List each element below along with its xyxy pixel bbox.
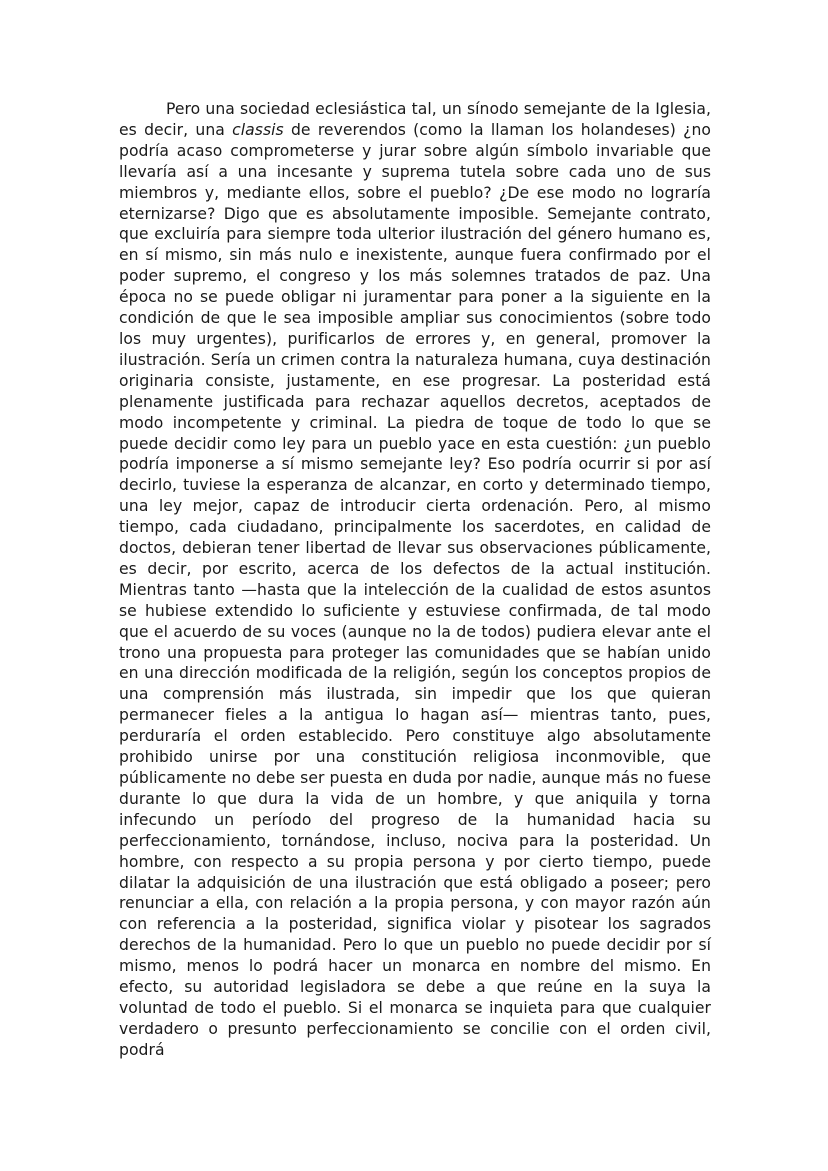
italic-term-classis: classis xyxy=(232,120,284,139)
body-paragraph xyxy=(119,99,711,1061)
paragraph-text-continued: de reverendos (como la llaman los holandeses) ¿no podría acaso comprometerse y jurar sobre algún símbolo invariable que llevaría así a una incesante y suprema tutela sobre cada uno de sus miembros y, mediante ellos, sobre el pueblo? ¿De ese modo no lograría eternizarse? Digo que es absolutamente imposible. Semejante contrato, que excluiría para siempre toda ulterior ilustración del género humano es, en sí mismo, sin más nulo e inexistente, aunque fuera confirmado por el poder supremo, el congreso y los más solemnes tratados de paz. Una época no se puede obligar ni juramentar para poner a la siguiente en la condición de que le sea imposible ampliar sus conocimientos (sobre todo los muy urgentes), purificarlos de errores y, en general, promover la ilustración. Sería un crimen contra la naturaleza humana, cuya destinación originaria consiste, justamente, en ese progresar. La posteridad está plenamente justificada para rechazar aquellos decretos, aceptados de modo incompetente y criminal. La piedra de toque de todo lo que se puede decidir como ley para un pueblo yace en esta cuestión: ¿un pueblo podría imponerse a sí mismo semejante ley? Eso podría ocurrir si por así decirlo, tuviese la esperanza de alcanzar, en corto y determinado tiempo, una ley mejor, capaz de introducir cierta ordenación. Pero, al mismo tiempo, cada ciudadano, principalmente los sacerdotes, en calidad de doctos, debieran tener libertad de llevar sus observaciones públicamente, es decir, por escrito, acerca de los defectos de la actual institución. Mientras tanto —hasta que la intelección de la cualidad de estos asuntos se hubiese extendido lo suficiente y estuviese confirmada, de tal modo que el acuerdo de su voces (aunque no la de todos) pudiera elevar ante el trono una propuesta para proteger las comunidades que se habían unido en una dirección modificada de la religión, según los conceptos propios de una comprensión más ilustrada, sin impedir que los que quieran permanecer fieles a la antigua lo hagan así— mientras tanto, pues, perduraría el orden establecido. Pero constituye algo absolutamente prohibido unirse por una constitución religiosa inconmovible, que públicamente no debe ser puesta en duda por nadie, aunque más no fuese durante lo que dura la vida de un hombre, y que aniquila y torna infecundo un período del progreso de la humanidad hacia su perfeccionamiento, tornándose, incluso, nociva para la posteridad. Un hombre, con respecto a su propia persona y por cierto tiempo, puede dilatar la adquisición de una ilustración que está obligado a poseer; pero renunciar a ella, con relación a la propia persona, y con mayor razón aún con referencia a la posteridad, significa violar y pisotear los sagrados derechos de la humanidad. Pero lo que un pueblo no puede decidir por sí mismo, menos lo podrá hacer un monarca en nombre del mismo. En efecto, su autoridad legisladora se debe a que reúne en la suya la voluntad de todo el pueblo. Si el monarca se inquieta para que cualquier verdadero o presunto perfeccionamiento se concilie con el orden civil, podrá xyxy=(119,120,711,1059)
document-page xyxy=(119,99,711,1061)
paragraph-text-start: Pero una sociedad eclesiástica tal, un sínodo semejante de la Iglesia, es decir, una xyxy=(119,100,711,139)
